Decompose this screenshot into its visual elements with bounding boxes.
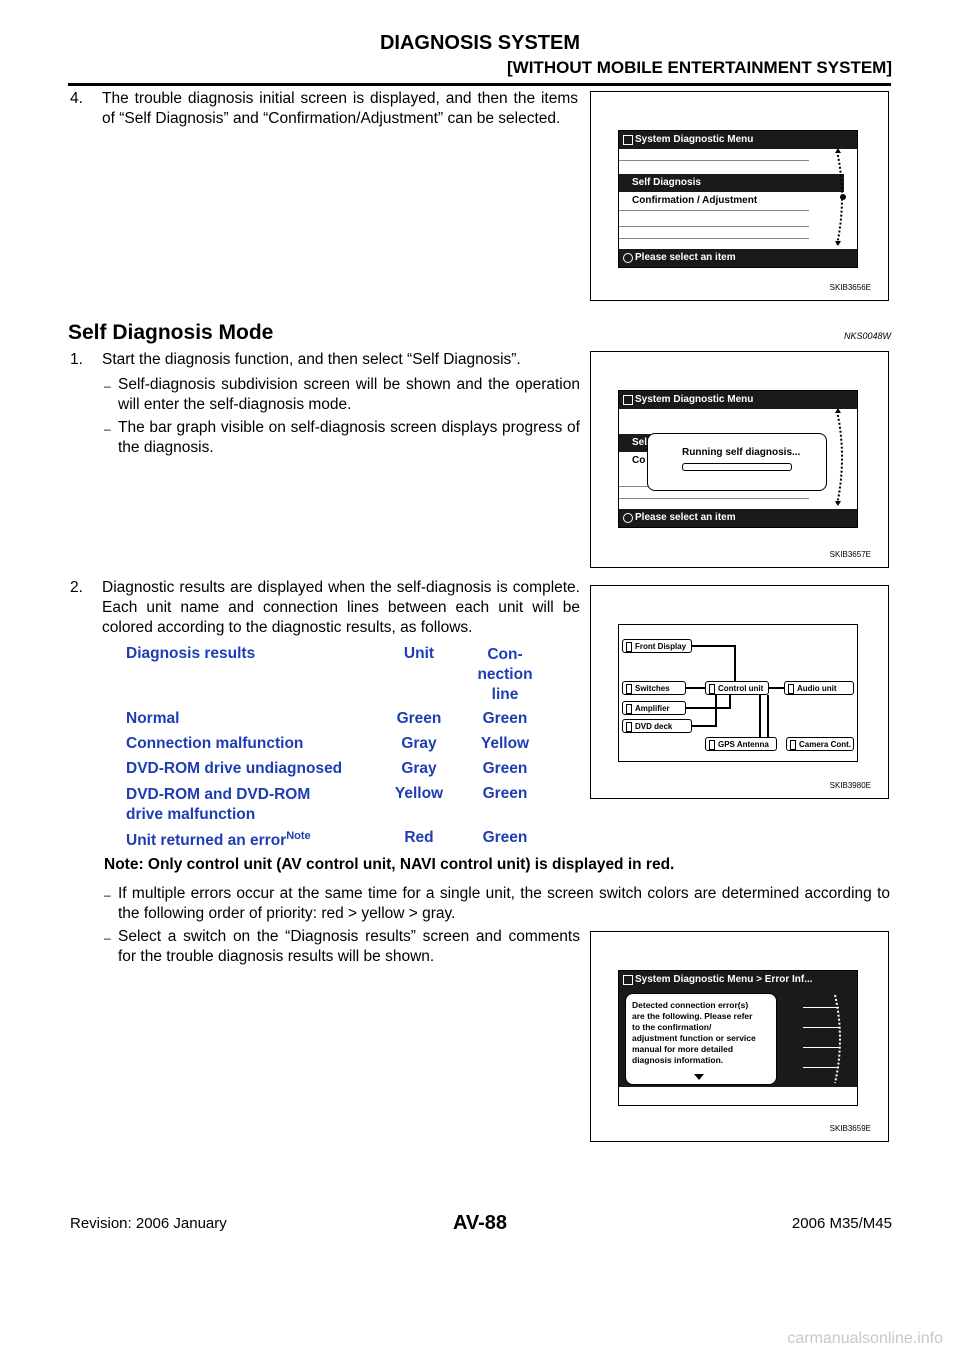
revision-text: Revision: 2006 January bbox=[70, 1215, 227, 1232]
screen-title-bar bbox=[619, 971, 857, 989]
table-note: Note: Only control unit (AV control unit, NAVI control unit) is displayed in red. bbox=[104, 856, 675, 873]
bullet: – If multiple errors occur at the same time for a single unit, the screen switch colors are determined according to the following order of priority: red > yellow > gray. bbox=[104, 885, 890, 922]
unit-audio-unit[interactable]: Audio unit bbox=[784, 681, 854, 695]
figure-error-info bbox=[590, 931, 889, 1142]
progress-popup bbox=[647, 433, 827, 491]
table-header-unit: Unit bbox=[403, 645, 435, 662]
unit-camera-control[interactable]: Camera Cont. bbox=[786, 737, 854, 751]
screen-menu bbox=[618, 390, 858, 528]
screen-footer-bar bbox=[619, 509, 857, 527]
bullet: – Select a switch on the “Diagnosis results” screen and comments for the trouble diagnosis results will be shown. bbox=[104, 928, 580, 965]
table-cell-result: DVD-ROM and DVD-ROM drive malfunction bbox=[126, 786, 311, 823]
diagram-screen bbox=[618, 624, 858, 762]
joystick-icon bbox=[623, 513, 633, 523]
step-number: 1. bbox=[70, 351, 83, 368]
bullet-text: Self-diagnosis subdivision screen will be shown and the operation will enter the self-diagnosis mode. bbox=[118, 376, 580, 413]
popup-line: Detected connection error(s) bbox=[632, 1000, 749, 1010]
figure-results-diagram bbox=[590, 585, 889, 799]
popup-line: adjustment function or service bbox=[632, 1033, 756, 1043]
page-subtitle: [WITHOUT MOBILE ENTERTAINMENT SYSTEM] bbox=[507, 58, 892, 77]
popup-line: are the following. Please refer bbox=[632, 1011, 753, 1021]
figure-code: SKIB3656E bbox=[829, 283, 871, 292]
screen-footer-bar bbox=[619, 249, 857, 267]
page-title: DIAGNOSIS SYSTEM bbox=[379, 32, 581, 54]
table-cell-result: Normal bbox=[126, 710, 180, 727]
menu-item-partial: Co bbox=[632, 455, 646, 466]
table-cell-unit: Gray bbox=[401, 735, 437, 752]
step-text: The trouble diagnosis initial screen is displayed, and then the items of “Self Diagnosis” and “Confirmation/Adjustment” can be selected. bbox=[102, 90, 578, 127]
header-rule bbox=[68, 83, 891, 86]
figure-running-diagnosis bbox=[590, 351, 889, 568]
menu-item-partial: Sel bbox=[619, 434, 662, 452]
unit-front-display[interactable]: Front Display bbox=[622, 639, 692, 653]
step-number: 4. bbox=[70, 90, 83, 107]
progress-bar bbox=[682, 463, 792, 471]
step-text: Start the diagnosis function, and then select “Self Diagnosis”. bbox=[102, 351, 521, 368]
unit-amplifier[interactable]: Amplifier bbox=[622, 701, 686, 715]
divider bbox=[619, 498, 809, 499]
scroll-bar-icon[interactable] bbox=[833, 149, 857, 247]
model-text: 2006 M35/M45 bbox=[791, 1215, 892, 1232]
table-cell-line: Yellow bbox=[480, 735, 530, 752]
bullet-text: The bar graph visible on self-diagnosis screen displays progress of the diagnosis. bbox=[118, 419, 580, 456]
section-title: Self Diagnosis Mode bbox=[68, 321, 274, 344]
table-cell-result bbox=[126, 830, 311, 850]
divider bbox=[619, 210, 809, 211]
table-header-result: Diagnosis results bbox=[126, 645, 256, 662]
info-icon bbox=[623, 395, 633, 405]
popup-line: diagnosis information. bbox=[632, 1055, 724, 1065]
menu-item-confirmation[interactable]: Confirmation / Adjustment bbox=[632, 195, 758, 206]
step-1 bbox=[70, 350, 580, 370]
table-cell-unit: Gray bbox=[401, 760, 437, 777]
page-number: AV-88 bbox=[452, 1212, 508, 1234]
divider bbox=[619, 160, 809, 161]
chevron-down-icon[interactable] bbox=[694, 1074, 704, 1080]
figure-code: SKIB3657E bbox=[829, 550, 871, 559]
info-icon bbox=[623, 135, 633, 145]
scroll-bar-icon[interactable] bbox=[833, 409, 857, 507]
screen-error bbox=[618, 970, 858, 1106]
bullet: – Self-diagnosis subdivision screen will be shown and the operation will enter the self-diagnosis mode. bbox=[104, 376, 580, 413]
table-cell-unit: Red bbox=[404, 829, 434, 846]
bullet-text: Select a switch on the “Diagnosis results” screen and comments for the trouble diagnosis results will be shown. bbox=[118, 928, 580, 965]
screen-title-bar bbox=[619, 131, 857, 149]
table-cell-result: DVD-ROM drive undiagnosed bbox=[126, 760, 343, 777]
popup-text: Running self diagnosis... bbox=[682, 447, 801, 458]
step-number: 2. bbox=[70, 579, 83, 596]
screen-title-bar bbox=[619, 391, 857, 409]
screen-menu bbox=[618, 130, 858, 268]
bullet: – The bar graph visible on self-diagnosis screen displays progress of the diagnosis. bbox=[104, 419, 580, 456]
table-cell-line: Green bbox=[482, 710, 528, 727]
screen-footer-text: Please select an item bbox=[635, 252, 736, 263]
result-text: Unit returned an error bbox=[126, 832, 287, 850]
unit-switches[interactable]: Switches bbox=[622, 681, 686, 695]
screen-footer-text: Please select an item bbox=[635, 512, 736, 523]
bullet-text: If multiple errors occur at the same time for a single unit, the screen switch colors are determined according to the following order of priority: red > yellow > gray. bbox=[118, 885, 890, 922]
figure-code: SKIB3980E bbox=[829, 781, 871, 790]
unit-dvd-deck[interactable]: DVD deck bbox=[622, 719, 692, 733]
step-2 bbox=[70, 578, 580, 638]
table-cell-line: Green bbox=[482, 829, 528, 846]
table-cell-unit: Green bbox=[396, 710, 442, 727]
table-cell-unit: Yellow bbox=[394, 785, 444, 802]
table-header-line: Con- nection line bbox=[477, 646, 533, 703]
step-4 bbox=[70, 89, 578, 129]
divider bbox=[619, 238, 809, 239]
menu-item-self-diagnosis[interactable]: Self Diagnosis bbox=[619, 174, 844, 192]
popup-message bbox=[632, 1000, 756, 1066]
screen-title: System Diagnostic Menu bbox=[635, 394, 754, 405]
error-popup bbox=[625, 993, 777, 1085]
note-superscript: Note bbox=[286, 830, 311, 842]
figure-code: SKIB3659E bbox=[829, 1124, 871, 1133]
scroll-bar-icon[interactable] bbox=[829, 993, 853, 1085]
table-cell-line: Green bbox=[482, 785, 528, 802]
step-text: Diagnostic results are displayed when the self-diagnosis is complete. Each unit name and connection lines between each unit will be colored according to the diagnostic results, as follows. bbox=[102, 579, 580, 636]
unit-control-unit[interactable]: Control unit bbox=[705, 681, 769, 695]
screen-title: System Diagnostic Menu > Error Inf... bbox=[635, 974, 813, 985]
divider bbox=[619, 226, 809, 227]
popup-line: manual for more detailed bbox=[632, 1044, 734, 1054]
info-icon bbox=[623, 975, 633, 985]
watermark: carmanualsonline.info bbox=[787, 1330, 943, 1347]
joystick-icon bbox=[623, 253, 633, 263]
section-code: NKS0048W bbox=[843, 331, 891, 341]
table-cell-line: Green bbox=[482, 760, 528, 777]
unit-gps-antenna[interactable]: GPS Antenna bbox=[705, 737, 777, 751]
popup-line: to the confirmation/ bbox=[632, 1022, 712, 1032]
figure-initial-screen bbox=[590, 91, 889, 301]
table-cell-result: Connection malfunction bbox=[126, 735, 304, 752]
screen-title: System Diagnostic Menu bbox=[635, 134, 754, 145]
